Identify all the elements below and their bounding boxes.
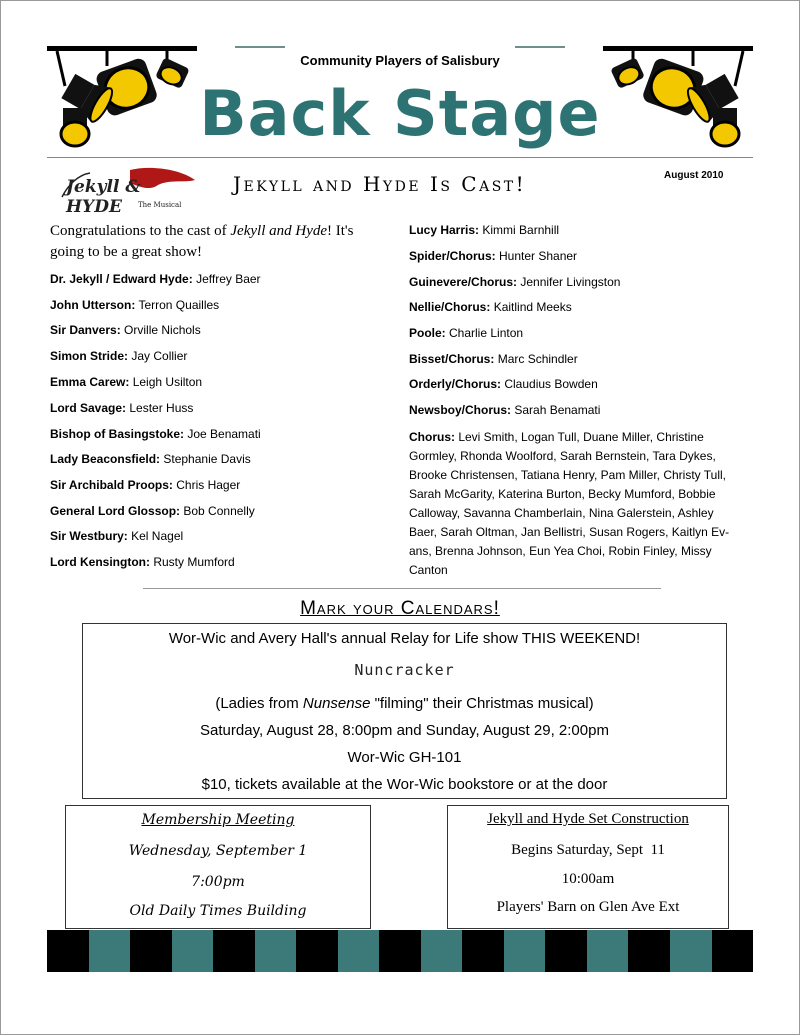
stage-lights-right-icon: [603, 46, 753, 151]
chorus-label: Chorus:: [409, 430, 455, 444]
logo-subtext: The Musical: [138, 201, 182, 209]
cast-line: Emma Carew: Leigh Usilton: [50, 375, 203, 389]
logo-text: Jekyll & HYDE: [66, 177, 141, 217]
intro-show-name: Jekyll and Hyde: [230, 223, 328, 239]
stage-lights-left-icon: [47, 46, 197, 151]
set-construction-box: [447, 805, 729, 929]
article-intro: [50, 221, 390, 263]
construction-date: Begins Saturday, Sept 11: [511, 842, 665, 858]
chorus-names: Levi Smith, Logan Tull, Duane Miller, Christine Gormley, Rhonda Woolford, Sarah Bernstein, Tara Dykes, Brooke Christensen, Tatiana Henry, Pam Miller, Christy Tull, Sarah McGarity, Katerina Burton, Becky Mumford, Bobbie Calloway, Savanna Chamberlain, Nina Galerstein, Ashley Baer, Sarah Oltman, Jan Bellistri, Susan Rogers, Kaitlyn Ev-ans, Brenna Johnson, Eun Yea Choi, Robin Finley, Missy Canton: [409, 430, 730, 577]
jekyll-hyde-logo: [60, 165, 200, 215]
calendar-title: Mark your Calendars!: [300, 598, 500, 619]
cast-line: Sir Westbury: Kel Nagel: [50, 529, 184, 543]
cast-line: Dr. Jekyll / Edward Hyde: Jeffrey Baer: [50, 272, 261, 286]
intro-after: ! It's going to be a great show!: [50, 223, 354, 260]
cast-line: John Utterson: Terron Quailles: [50, 298, 220, 312]
cast-line: Lord Kensington: Rusty Mumford: [50, 555, 235, 569]
intro-before: Congratulations to the cast of: [50, 223, 231, 239]
construction-title: Jekyll and Hyde Set Construction: [487, 811, 689, 827]
event-description: (Ladies from Nunsense "filming" their Christmas musical): [215, 695, 594, 712]
construction-place: Players' Barn on Glen Ave Ext: [496, 899, 680, 915]
cast-line: Bisset/Chorus: Marc Schindler: [409, 352, 578, 366]
cast-line: Orderly/Chorus: Claudius Bowden: [409, 377, 598, 391]
meeting-place: Old Daily Times Building: [129, 903, 307, 919]
meeting-date: Wednesday, September 1: [128, 843, 308, 859]
membership-meeting-box: [65, 805, 371, 929]
event-headline: Wor-Wic and Avery Hall's annual Relay for Life show THIS WEEKEND!: [168, 630, 641, 647]
issue-date: August 2010: [664, 170, 724, 181]
event-location: Wor-Wic GH-101: [347, 749, 462, 766]
cast-line: Sir Archibald Proops: Chris Hager: [50, 478, 241, 492]
meeting-title: Membership Meeting: [141, 812, 295, 828]
meeting-time: 7:00pm: [191, 874, 245, 890]
top-rule-center-right: [515, 46, 565, 48]
article-title: Jekyll and Hyde Is Cast!: [233, 172, 527, 196]
event-dates: Saturday, August 28, 8:00pm and Sunday, August 29, 2:00pm: [200, 722, 609, 739]
cast-line: Lucy Harris: Kimmi Barnhill: [409, 223, 560, 237]
cast-line: Poole: Charlie Linton: [409, 326, 524, 340]
construction-time: 10:00am: [561, 871, 615, 887]
event-tickets: $10, tickets available at the Wor-Wic bookstore or at the door: [201, 776, 608, 793]
cast-line: Spider/Chorus: Hunter Shaner: [409, 249, 578, 263]
cast-line: Guinevere/Chorus: Jennifer Livingston: [409, 275, 621, 289]
event-show-title: Nuncracker: [354, 661, 455, 679]
event-box: [82, 623, 727, 799]
cast-line: Simon Stride: Jay Collier: [50, 349, 188, 363]
cast-line: Nellie/Chorus: Kaitlind Meeks: [409, 300, 572, 314]
cast-line: Lady Beaconsfield: Stephanie Davis: [50, 452, 251, 466]
section-divider: [143, 588, 661, 589]
cast-line: Newsboy/Chorus: Sarah Benamati: [409, 403, 601, 417]
cast-line: General Lord Glossop: Bob Connelly: [50, 504, 255, 518]
cast-line: Sir Danvers: Orville Nichols: [50, 323, 201, 337]
organization-name: Community Players of Salisbury: [300, 53, 500, 68]
cast-line: Bishop of Basingstoke: Joe Benamati: [50, 427, 261, 441]
top-rule-center: [235, 46, 285, 48]
header-divider: [47, 157, 753, 158]
chorus-list: [409, 428, 744, 580]
newsletter-title: Back Stage: [199, 77, 601, 150]
cast-line: Lord Savage: Lester Huss: [50, 401, 194, 415]
checkerboard-footer: [47, 930, 753, 972]
